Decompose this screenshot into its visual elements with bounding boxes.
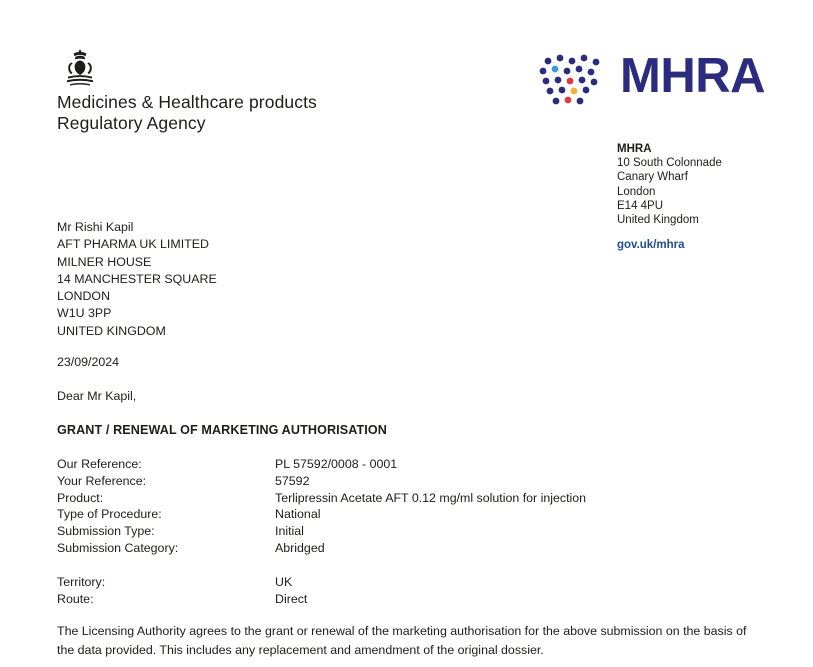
table-row <box>57 456 586 473</box>
table-row <box>57 473 586 490</box>
return-address <box>617 142 807 252</box>
recipient-line: MILNER HOUSE <box>57 254 152 269</box>
return-address-line: E14 4PU <box>617 199 664 212</box>
recipient-line: UNITED KINGDOM <box>57 323 166 338</box>
recipient-line: LONDON <box>57 289 111 304</box>
recipient-address <box>57 219 217 340</box>
return-address-line: 10 South Colonnade <box>617 157 722 170</box>
return-address-line: Canary Wharf <box>617 171 688 184</box>
ref-value: Terlipressin Acetate AFT 0.12 mg/ml solution for injection <box>275 490 587 505</box>
mhra-wordmark: MHRA <box>620 49 765 103</box>
ref-label: Your Reference: <box>57 473 147 488</box>
reference-table <box>57 456 586 607</box>
ref-value: National <box>275 507 321 522</box>
department-name <box>57 92 457 134</box>
recipient-line: AFT PHARMA UK LIMITED <box>57 237 209 252</box>
ref-label: Submission Category: <box>57 540 179 555</box>
ref-label: Route: <box>57 591 94 606</box>
letter-date: 23/09/2024 <box>57 355 120 369</box>
ref-label: Type of Procedure: <box>57 507 162 522</box>
department-branding <box>57 48 457 134</box>
recipient-line: W1U 3PP <box>57 306 112 321</box>
table-spacer-row <box>57 557 586 574</box>
mhra-logo <box>536 49 768 108</box>
table-row <box>57 523 586 540</box>
ref-value: PL 57592/0008 - 0001 <box>275 457 398 471</box>
letter-subject: GRANT / RENEWAL OF MARKETING AUTHORISATION <box>57 423 387 437</box>
table-row <box>57 591 586 608</box>
mhra-dots-icon <box>536 52 616 108</box>
ref-value: Direct <box>275 591 308 606</box>
ref-label: Product: <box>57 490 104 505</box>
table-row <box>57 506 586 523</box>
ref-value: UK <box>275 574 293 589</box>
department-name-line1: Medicines & Healthcare products <box>57 92 317 112</box>
ref-value: Abridged <box>275 540 325 555</box>
ref-value: 57592 <box>275 473 310 488</box>
ref-label: Territory: <box>57 574 106 589</box>
return-address-line: London <box>617 185 656 198</box>
table-row <box>57 490 586 507</box>
ref-label: Submission Type: <box>57 524 155 539</box>
return-address-org: MHRA <box>617 143 652 155</box>
ref-value: Initial <box>275 524 304 539</box>
salutation: Dear Mr Kapil, <box>57 389 137 403</box>
return-address-line: United Kingdom <box>617 214 699 227</box>
department-name-line2: Regulatory Agency <box>57 113 206 133</box>
ref-label: Our Reference: <box>57 457 142 471</box>
letter-body-paragraph: The Licensing Authority agrees to the grant or renewal of the marketing authorisation for the above submission on the basis of the data provided. This includes any replacement and amendment of the original dossier. <box>57 624 747 657</box>
letterhead <box>0 0 813 140</box>
recipient-line: 14 MANCHESTER SQUARE <box>57 271 217 286</box>
royal-crest-icon <box>63 48 97 86</box>
recipient-line: Mr Rishi Kapil <box>57 220 134 234</box>
gov-uk-mhra-link[interactable]: gov.uk/mhra <box>617 239 685 252</box>
table-row <box>57 540 586 557</box>
table-row <box>57 574 586 591</box>
